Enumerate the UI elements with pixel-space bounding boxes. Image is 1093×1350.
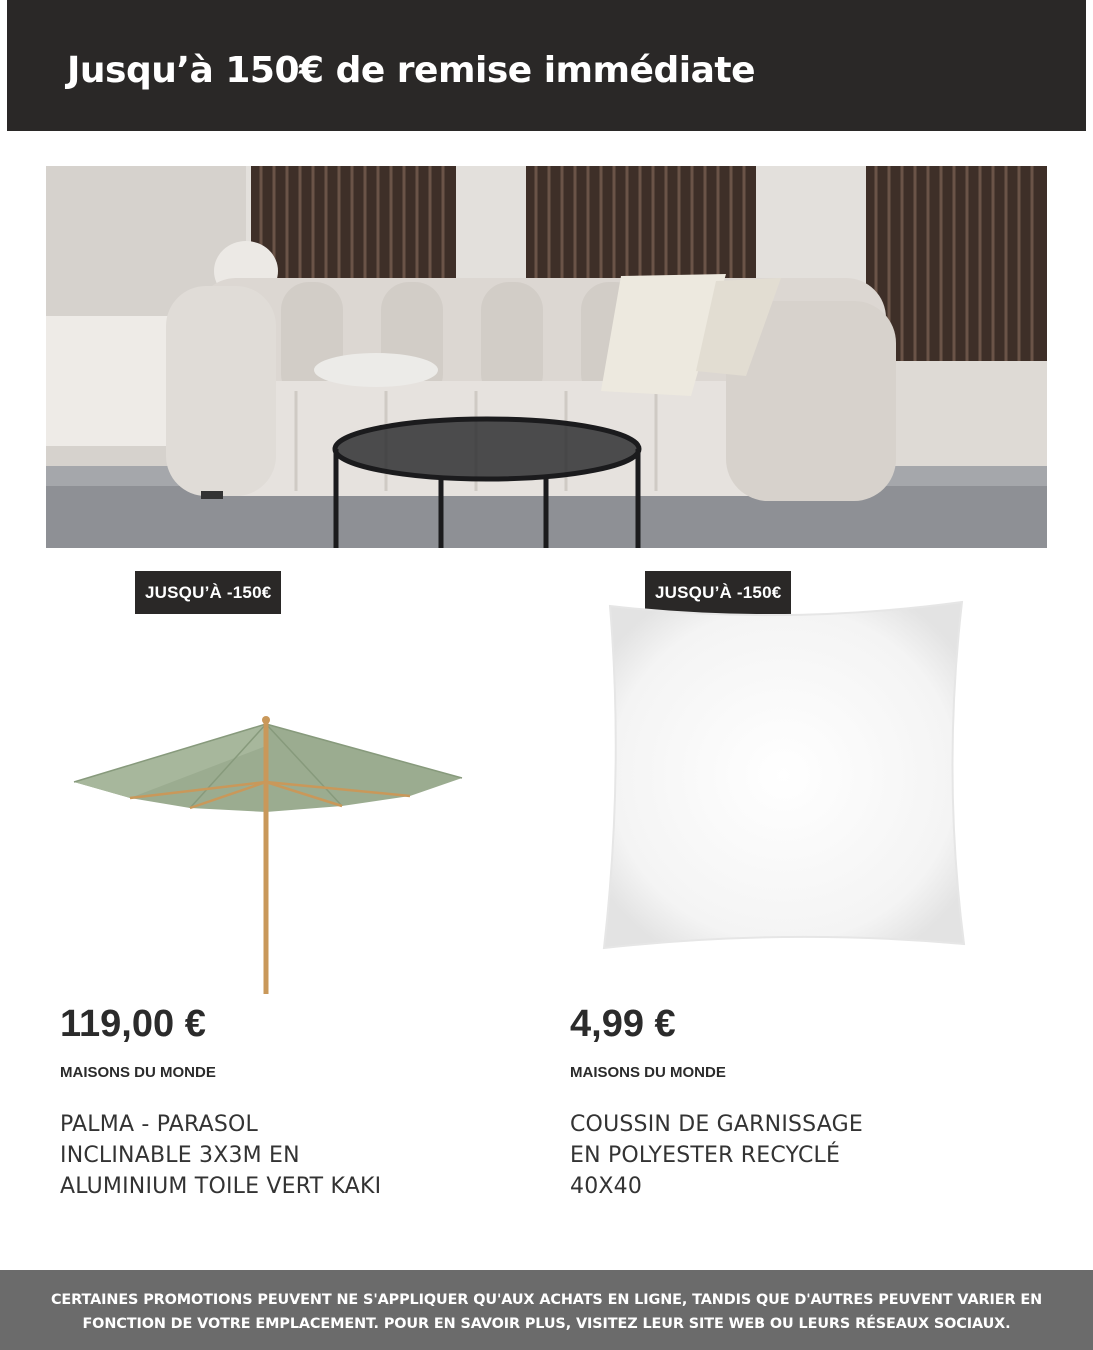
discount-badge: JUSQU’À -150€: [135, 571, 281, 614]
disclaimer-text: CERTAINES PROMOTIONS PEUVENT NE S'APPLIQUER QU'AUX ACHATS EN LIGNE, TANDIS QUE D'AUTRES PEUVENT VARIER EN FONCTION DE VOTRE EMPLACEMENT. POUR EN SAVOIR PLUS, VISITEZ LEUR SITE WEB OU LEURS RÉSEAUX SOCIAUX.: [50, 1292, 1043, 1332]
product-price: 119,00 €: [60, 1003, 206, 1045]
hero-sofa-image[interactable]: [46, 166, 1047, 548]
product-title[interactable]: COUSSIN DE GARNISSAGE EN POLYESTER RECYCLÉ 40X40: [570, 1112, 863, 1199]
product-brand: MAISONS DU MONDE: [60, 1064, 216, 1081]
cushion-icon[interactable]: [600, 598, 970, 950]
promo-title: Jusqu’à 150€ de remise immédiate: [67, 50, 756, 91]
parasol-icon[interactable]: [70, 712, 470, 996]
product-price: 4,99 €: [570, 1003, 676, 1045]
promo-header: [7, 0, 1086, 131]
product-brand: MAISONS DU MONDE: [570, 1064, 726, 1081]
product-title[interactable]: PALMA - PARASOL INCLINABLE 3X3M EN ALUMINIUM TOILE VERT KAKI: [60, 1112, 382, 1199]
discount-badge: JUSQU’À -150€: [645, 571, 791, 614]
disclaimer-footer: [0, 1270, 1093, 1350]
